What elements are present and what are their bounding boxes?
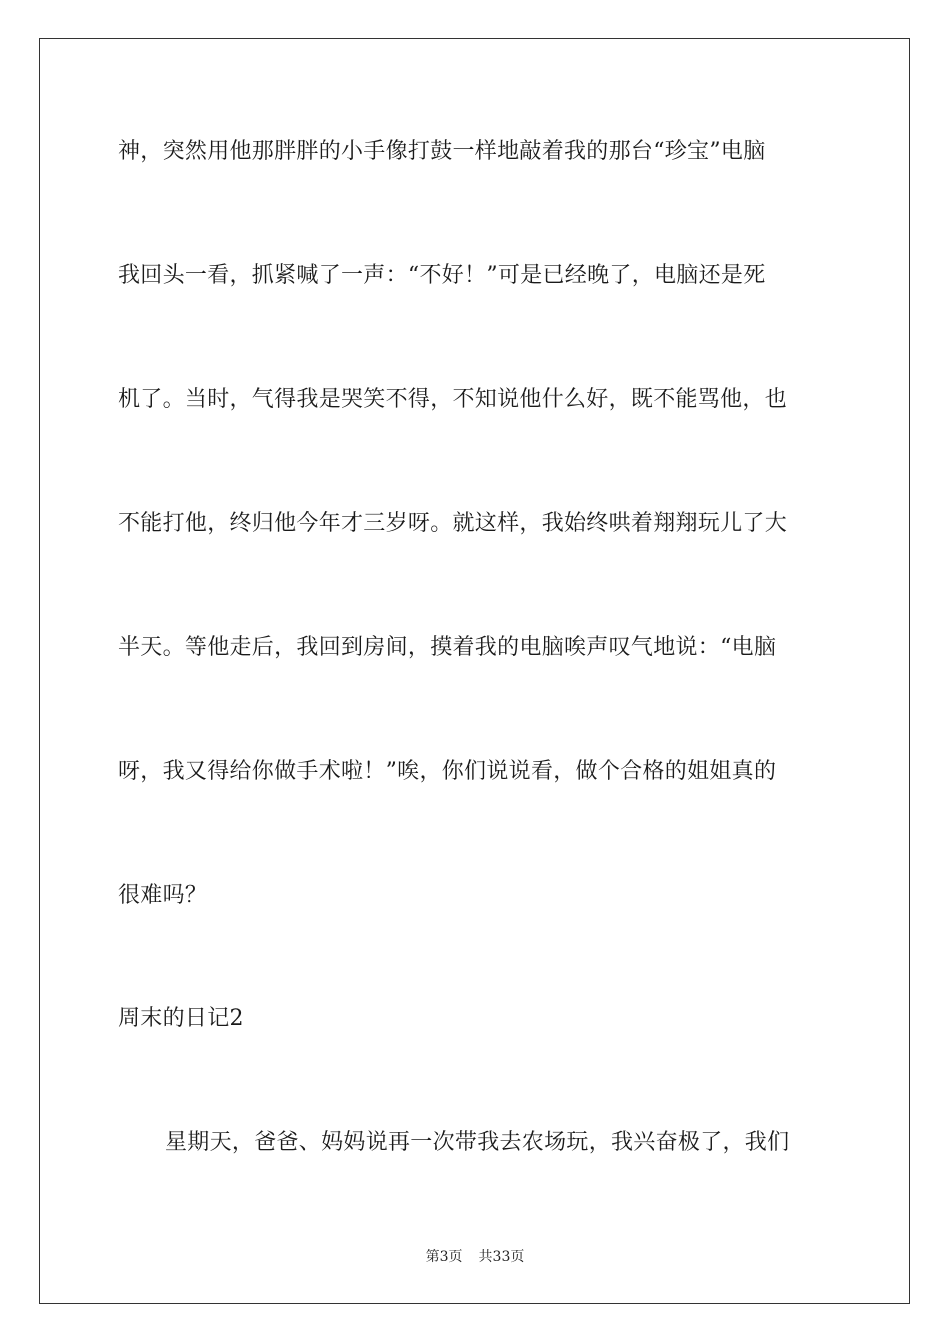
body-text-line: 我回头一看，抓紧喊了一声：“不好！”可是已经晚了，电脑还是死 [118,263,766,288]
body-text-line: 很难吗？ [118,883,208,908]
page-total: 共33页 [478,1249,525,1265]
page-border [39,38,910,1304]
body-text-line: 神，突然用他那胖胖的小手像打鼓一样地敲着我的那台“珍宝”电脑 [118,139,766,164]
paragraph-first-line: 星期天，爸爸、妈妈说再一次带我去农场玩，我兴奋极了，我们 [165,1130,790,1155]
body-text-line: 机了。当时，气得我是哭笑不得，不知说他什么好，既不能骂他，也 [118,387,788,412]
section-title: 周末的日记2 [118,1006,244,1031]
body-text-line: 半天。等他走后，我回到房间，摸着我的电脑唉声叹气地说：“电脑 [118,635,777,660]
page-number: 第3页 [425,1249,463,1265]
body-text-line: 呀，我又得给你做手术啦！”唉，你们说说看，做个合格的姐姐真的 [118,759,777,784]
page-footer [0,1247,950,1267]
body-text-line: 不能打他，终归他今年才三岁呀。就这样，我始终哄着翔翔玩儿了大 [118,511,788,536]
